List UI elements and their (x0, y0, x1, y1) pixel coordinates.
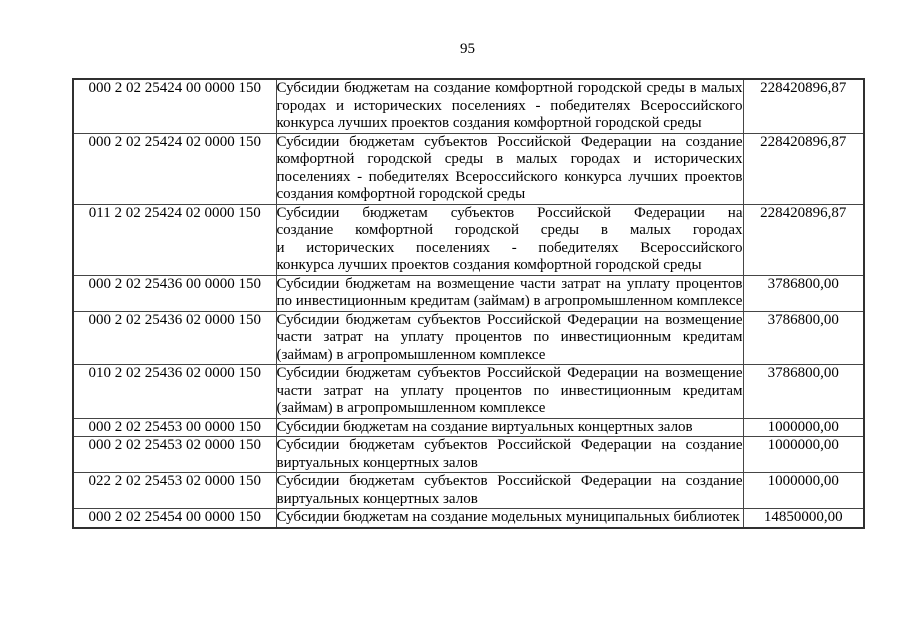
subsidy-description: Субсидии бюджетам на создание виртуальных концертных залов (276, 418, 743, 437)
budget-code: 000 2 02 25424 00 0000 150 (73, 79, 276, 133)
subsidy-description: Субсидии бюджетам субъектов Российской Федерации на создание виртуальных концертных залов (276, 437, 743, 471)
table-row (73, 275, 864, 311)
subsidy-description: Субсидии бюджетам на создание комфортной городской среды в малых городах и исторических поселениях - победителях Всероссийского конкурса лучших проектов создания комфортной городской среды (276, 80, 743, 131)
amount-value: 3786800,00 (743, 311, 864, 365)
table-row (73, 204, 864, 275)
subsidy-description: Субсидии бюджетам на возмещение части затрат на уплату процентов по инвестиционным кредитам (займам) в агропромышленном комплексе (276, 275, 743, 309)
budget-code: 011 2 02 25424 02 0000 150 (73, 204, 276, 275)
budget-table (72, 78, 865, 529)
subsidy-description: Субсидии бюджетам субъектов Российской Федерации на создание комфортной городской среды в малых городах и исторических поселениях - победителях Всероссийского конкурса лучших проектов создания комфортной городской среды (276, 204, 743, 273)
amount-value: 3786800,00 (743, 365, 864, 419)
table-row (73, 418, 864, 437)
amount-value: 14850000,00 (743, 509, 864, 528)
amount-value: 1000000,00 (743, 473, 864, 509)
table-row (73, 473, 864, 509)
amount-value: 1000000,00 (743, 418, 864, 437)
budget-code: 000 2 02 25436 00 0000 150 (73, 275, 276, 311)
amount-value: 1000000,00 (743, 437, 864, 473)
table-row (73, 509, 864, 528)
subsidy-description: Субсидии бюджетам субъектов Российской Федерации на создание комфортной городской среды в малых городах и исторических поселениях - победителях Всероссийского конкурса лучших проектов создания комфортной городской среды (276, 133, 743, 202)
page-number: 95 (460, 41, 475, 57)
table-row (73, 311, 864, 365)
subsidy-description: Субсидии бюджетам субъектов Российской Федерации на создание виртуальных концертных залов (276, 473, 743, 507)
table-row (73, 365, 864, 419)
amount-value: 3786800,00 (743, 275, 864, 311)
subsidy-description: Субсидии бюджетам субъектов Российской Федерации на возмещение части затрат на уплату процентов по инвестиционным кредитам (займам) в агропромышленном комплексе (276, 311, 743, 363)
table-row (73, 79, 864, 133)
budget-code: 010 2 02 25436 02 0000 150 (73, 365, 276, 419)
budget-code: 000 2 02 25454 00 0000 150 (73, 509, 276, 528)
amount-value: 228420896,87 (743, 133, 864, 204)
subsidy-description: Субсидии бюджетам субъектов Российской Федерации на возмещение части затрат на уплату процентов по инвестиционным кредитам (займам) в агропромышленном комплексе (276, 365, 743, 416)
budget-code: 000 2 02 25424 02 0000 150 (73, 133, 276, 204)
budget-code: 022 2 02 25453 02 0000 150 (73, 473, 276, 509)
budget-code: 000 2 02 25453 00 0000 150 (73, 418, 276, 437)
budget-code: 000 2 02 25453 02 0000 150 (73, 437, 276, 473)
table-row (73, 437, 864, 473)
budget-code: 000 2 02 25436 02 0000 150 (73, 311, 276, 365)
table-row (73, 133, 864, 204)
amount-value: 228420896,87 (743, 204, 864, 275)
subsidy-description: Субсидии бюджетам на создание модельных муниципальных библиотек (276, 509, 743, 528)
amount-value: 228420896,87 (743, 79, 864, 133)
